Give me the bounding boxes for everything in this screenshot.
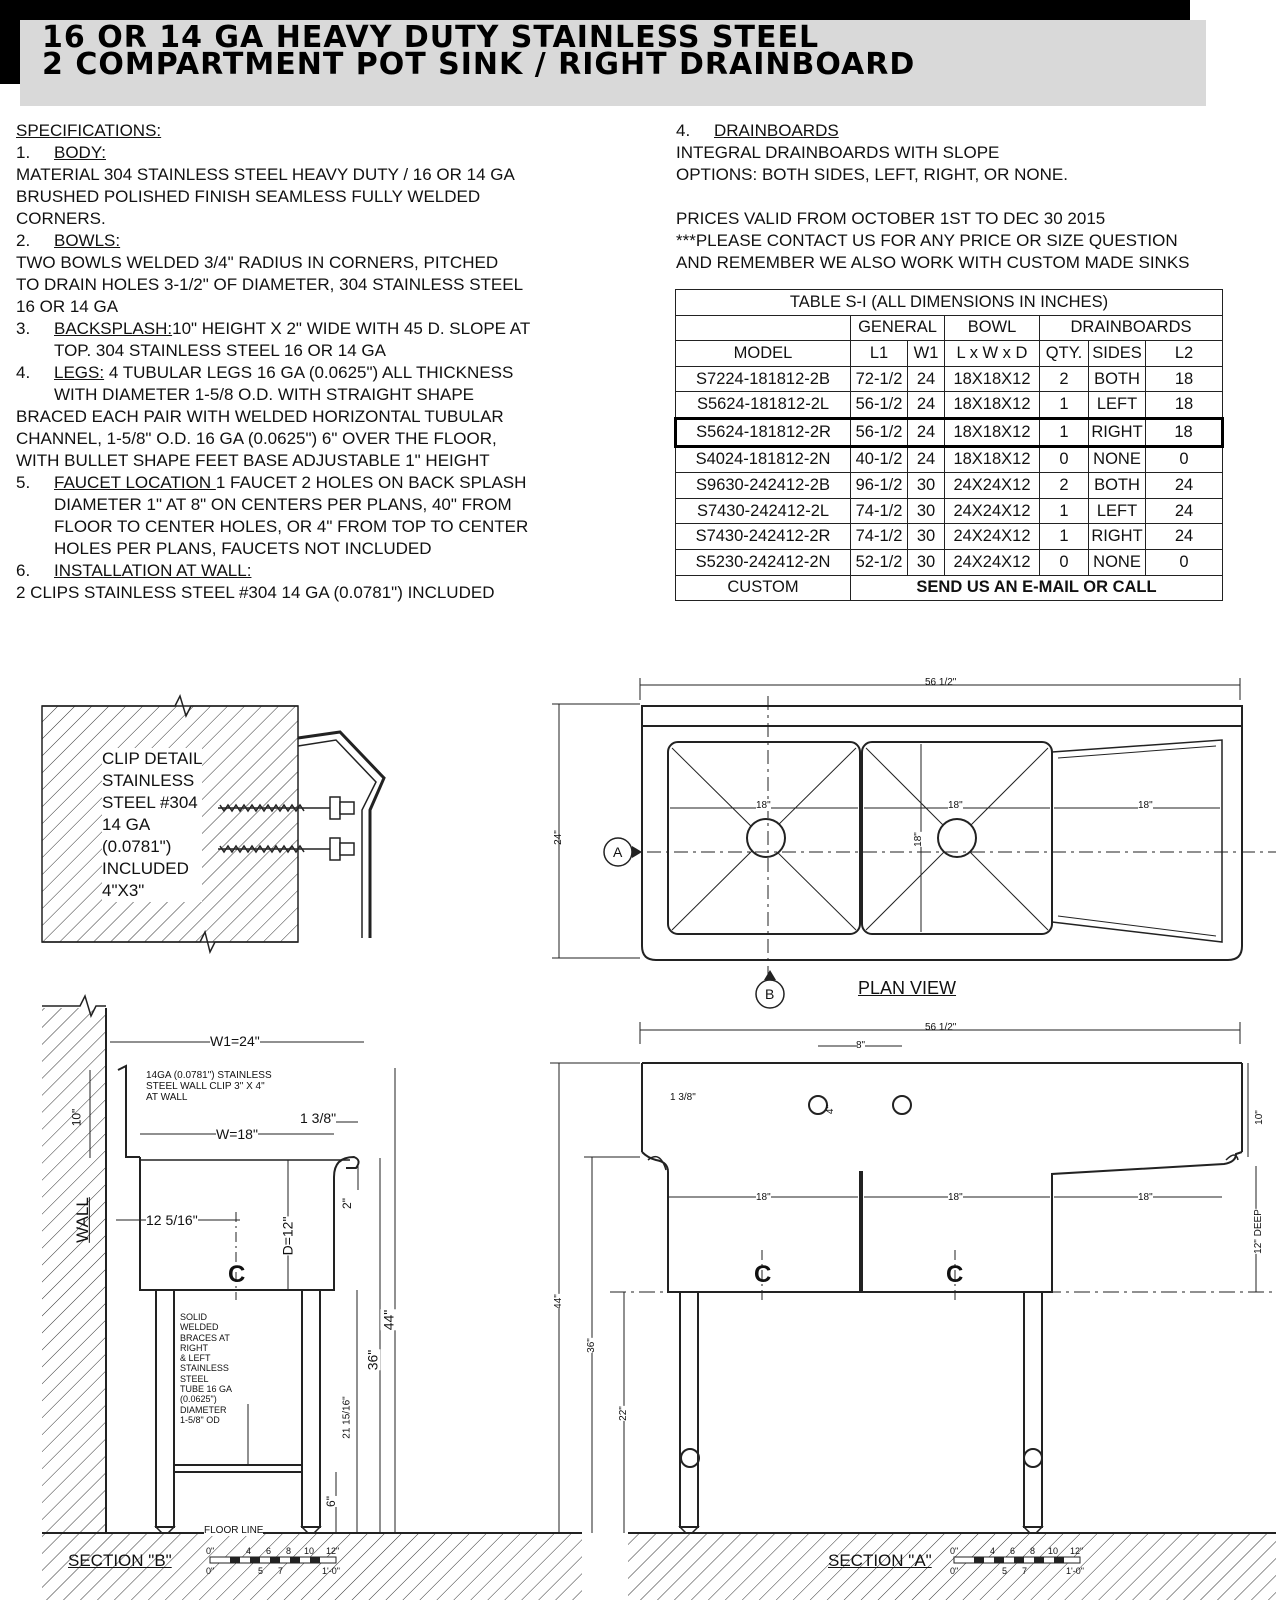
section-a-marker: A <box>613 844 623 860</box>
spec-legs-line: BRACED EACH PAIR WITH WELDED HORIZONTAL TUBULAR <box>16 407 504 426</box>
table-cell: 18X18X12 <box>945 366 1040 392</box>
spec-drainboards-line: INTEGRAL DRAINBOARDS WITH SLOPE <box>676 143 1000 162</box>
table-header: MODEL <box>676 341 851 367</box>
spec-heading: SPECIFICATIONS: <box>16 121 162 140</box>
table-cell: S7224-181812-2B <box>676 366 851 392</box>
scale-label: 4 <box>246 1546 252 1556</box>
section-a-centerline-symbol-1: C <box>754 1261 772 1288</box>
scale-label: 8 <box>286 1546 292 1556</box>
clip-note-line: AT WALL <box>146 1092 188 1103</box>
section-a-22-dimension: 22" <box>617 1406 629 1421</box>
section-a-44-dimension: 44" <box>552 1294 564 1309</box>
section-a-36-dimension: 36" <box>585 1338 597 1353</box>
clip-detail-line: 14 GA <box>102 815 151 834</box>
scale-label: 6 <box>266 1546 272 1556</box>
table-cell: 18 <box>1146 392 1223 419</box>
section-a-centerline-symbol-2: C <box>946 1261 964 1288</box>
table-cell: NONE <box>1089 549 1146 575</box>
table-header: W1 <box>908 341 945 367</box>
section-b-marker: B <box>765 986 775 1002</box>
faucet-spacing-dimension: 8" <box>856 1040 866 1051</box>
table-cell: S5624-181812-2L <box>676 392 851 419</box>
table-cell: 24 <box>908 446 945 473</box>
table-cell: 30 <box>908 473 945 499</box>
braces-note-line: (0.0625") <box>180 1394 217 1405</box>
table-cell: S7430-242412-2R <box>676 524 851 550</box>
table-cell: 30 <box>908 498 945 524</box>
spec-bowls-title: BOWLS: <box>54 231 121 250</box>
table-custom-label: CUSTOM <box>676 575 851 601</box>
table-cell: 0 <box>1146 549 1223 575</box>
spec-legs-line: WITH DIAMETER 1-5/8 O.D. WITH STRAIGHT SHAPE <box>54 385 475 404</box>
spec-drainboards-line: OPTIONS: BOTH SIDES, LEFT, RIGHT, OR NONE. <box>676 165 1068 184</box>
section-a-rim-dimension: 1 3/8" <box>670 1092 696 1103</box>
spec-backsplash-line: TOP. 304 STAINLESS STEEL 16 OR 14 GA <box>54 341 386 360</box>
section-b-36-dimension: 36" <box>364 1349 381 1371</box>
scale-label: 5 <box>1002 1566 1008 1576</box>
table-header: L x W x D <box>945 341 1040 367</box>
table-cell: 2 <box>1040 473 1089 499</box>
section-a-label: SECTION "A" <box>828 1551 932 1570</box>
scale-label: 5 <box>258 1566 264 1576</box>
clip-detail-drawing <box>42 696 384 952</box>
spec-drainboards-num: 4. <box>676 121 691 140</box>
scale-label: 0" <box>206 1566 215 1576</box>
spec-legs-line: WITH BULLET SHAPE FEET BASE ADJUSTABLE 1" HEIGHT <box>16 451 490 470</box>
table-cell: S5230-242412-2N <box>676 549 851 575</box>
section-b-bowl-width: W=18" <box>216 1126 258 1142</box>
plan-bowl1-dimension: 18" <box>756 800 771 811</box>
table-header: SIDES <box>1089 341 1146 367</box>
title-line-1: 16 OR 14 GA HEAVY DUTY STAINLESS STEEL <box>42 20 820 55</box>
table-cell: 18 <box>1146 418 1223 446</box>
spec-install-title: INSTALLATION AT WALL: <box>54 561 252 580</box>
section-b-label: SECTION "B" <box>68 1551 172 1570</box>
table-cell: 24 <box>1146 473 1223 499</box>
spec-install-line: 2 CLIPS STAINLESS STEEL #304 14 GA (0.0781") INCLUDED <box>16 583 495 602</box>
table-cell: RIGHT <box>1089 418 1146 446</box>
scale-label: 12" <box>326 1546 340 1556</box>
table-cell: 52-1/2 <box>851 549 908 575</box>
table-header: L2 <box>1146 341 1223 367</box>
scale-label: 7 <box>1022 1566 1028 1576</box>
scale-label: 7 <box>278 1566 284 1576</box>
braces-note-line: 1-5/8" OD <box>180 1414 220 1425</box>
table-cell: S5624-181812-2R <box>676 418 851 446</box>
spec-backsplash-title: BACKSPLASH: <box>54 319 173 338</box>
table-cell: 18X18X12 <box>945 392 1040 419</box>
table-cell: 74-1/2 <box>851 524 908 550</box>
section-a-drawing <box>550 1022 1276 1600</box>
section-b-44-dimension: 44" <box>380 1309 397 1331</box>
title-line-2: 2 COMPARTMENT POT SINK / RIGHT DRAINBOARD <box>42 47 916 82</box>
plan-depth-dimension: 24" <box>552 830 564 845</box>
spec-legs-line: CHANNEL, 1-5/8" O.D. 16 GA (0.0625") 6" OVER THE FLOOR, <box>16 429 497 448</box>
clip-detail-line: STEEL #304 <box>102 793 198 812</box>
spec-drainboards-title: DRAINBOARDS <box>714 121 839 140</box>
section-a-drain-dimension: 18" <box>1138 1192 1153 1203</box>
table-cell: 0 <box>1040 446 1089 473</box>
scale-label: 0" <box>950 1546 959 1556</box>
table-cell: 30 <box>908 524 945 550</box>
scale-label: 6 <box>1010 1546 1016 1556</box>
section-b-rim-dimension: 1 3/8" <box>300 1110 337 1126</box>
table-group-bowl: BOWL <box>945 315 1040 341</box>
braces-note-line: BRACES AT <box>180 1332 230 1343</box>
table-cell: 2 <box>1040 366 1089 392</box>
table-cell: 24 <box>1146 524 1223 550</box>
table-cell: 24X24X12 <box>945 498 1040 524</box>
braces-note-line: STAINLESS <box>180 1363 229 1374</box>
table-cell: 24X24X12 <box>945 524 1040 550</box>
clip-detail-line: CLIP DETAIL <box>102 749 203 768</box>
scale-label: 0" <box>950 1566 959 1576</box>
table-cell: 96-1/2 <box>851 473 908 499</box>
table-cell: LEFT <box>1089 498 1146 524</box>
scale-label: 10 <box>1048 1546 1059 1556</box>
section-b-clip-note <box>146 1070 272 1103</box>
scale-label: 4 <box>990 1546 996 1556</box>
braces-note-line: SOLID <box>180 1312 208 1322</box>
clip-detail-line: STAINLESS <box>102 771 195 790</box>
table-cell: LEFT <box>1089 392 1146 419</box>
braces-note-line: & LEFT <box>180 1353 211 1364</box>
table-cell: S9630-242412-2B <box>676 473 851 499</box>
scale-bar-section-b <box>210 1557 336 1563</box>
section-b-depth-dimension: D=12" <box>279 1216 296 1256</box>
table-cell: 24X24X12 <box>945 473 1040 499</box>
clip-note-line: 14GA (0.0781") STAINLESS <box>146 1070 272 1081</box>
spec-body-line: MATERIAL 304 STAINLESS STEEL HEAVY DUTY / 16 OR 14 GA <box>16 165 515 184</box>
scale-label: 0" <box>206 1546 215 1556</box>
table-header: L1 <box>851 341 908 367</box>
prices-line: ***PLEASE CONTACT US FOR ANY PRICE OR SIZE QUESTION <box>676 231 1178 250</box>
spec-faucet-text: 1 FAUCET 2 HOLES ON BACK SPLASH <box>215 473 527 492</box>
table-caption: TABLE S-I (ALL DIMENSIONS IN INCHES) <box>676 290 1223 316</box>
spec-body-line: CORNERS. <box>16 209 106 228</box>
table-cell: 72-1/2 <box>851 366 908 392</box>
section-a-backsplash-dimension: 10" <box>1253 1110 1265 1125</box>
spec-install-num: 6. <box>16 561 31 580</box>
braces-note <box>180 1312 232 1425</box>
table-cell: 18 <box>1146 366 1223 392</box>
table-cell: BOTH <box>1089 366 1146 392</box>
table-group-general: GENERAL <box>851 315 945 341</box>
section-b-rim-height: 2" <box>339 1198 354 1209</box>
table-group-drainboards: DRAINBOARDS <box>1040 315 1223 341</box>
braces-note-line: RIGHT <box>180 1342 208 1353</box>
table-cell: S7430-242412-2L <box>676 498 851 524</box>
table-cell: 56-1/2 <box>851 392 908 419</box>
table-cell: 24 <box>908 418 945 446</box>
table-cell: 30 <box>908 549 945 575</box>
spec-bowls-line: TWO BOWLS WELDED 3/4" RADIUS IN CORNERS, PITCHED <box>16 253 499 272</box>
plan-bowl2-dimension: 18" <box>948 800 963 811</box>
scale-label: 10 <box>304 1546 315 1556</box>
table-cell: 18X18X12 <box>945 418 1040 446</box>
section-b-6-dimension: 6" <box>323 1496 338 1507</box>
spec-backsplash-text: 10" HEIGHT X 2" WIDE WITH 45 D. SLOPE AT <box>172 319 531 338</box>
spec-legs-title: LEGS: <box>54 363 105 382</box>
table-cell: 74-1/2 <box>851 498 908 524</box>
spec-legs-text: 4 TUBULAR LEGS 16 GA (0.0625") ALL THICKNESS <box>104 363 514 382</box>
clip-detail-line: (0.0781") <box>102 837 172 856</box>
table-cell: BOTH <box>1089 473 1146 499</box>
spec-faucet-title: FAUCET LOCATION <box>54 473 216 492</box>
section-b-21-dimension: 21 15/16" <box>341 1396 353 1439</box>
table-cell: 1 <box>1040 524 1089 550</box>
table-cell: 0 <box>1040 549 1089 575</box>
spec-faucet-line: DIAMETER 1" AT 8" ON CENTERS PER PLANS, 40" FROM <box>54 495 512 514</box>
spec-bowls-line: 16 OR 14 GA <box>16 297 119 316</box>
spec-faucet-num: 5. <box>16 473 31 492</box>
wall-label: WALL <box>72 1197 92 1243</box>
section-a-bowl2-dimension: 18" <box>948 1192 963 1203</box>
table-header: QTY. <box>1040 341 1089 367</box>
prices-line: PRICES VALID FROM OCTOBER 1ST TO DEC 30 2015 <box>676 209 1106 228</box>
table-cell: 18X18X12 <box>945 446 1040 473</box>
plan-overall-dimension: 56 1/2" <box>925 677 957 688</box>
table-cell: 1 <box>1040 498 1089 524</box>
table-cell: 40-1/2 <box>851 446 908 473</box>
scale-bar-section-a <box>954 1557 1080 1563</box>
table-cell: 1 <box>1040 392 1089 419</box>
table-cell: 24 <box>908 392 945 419</box>
prices-line: AND REMEMBER WE ALSO WORK WITH CUSTOM MADE SINKS <box>676 253 1190 272</box>
spec-body-num: 1. <box>16 143 31 162</box>
clip-note-line: STEEL WALL CLIP 3" X 4" <box>146 1081 265 1092</box>
section-a-overall-dimension: 56 1/2" <box>925 1022 957 1033</box>
braces-note-line: DIAMETER <box>180 1404 227 1415</box>
section-b-centerline-symbol: C <box>228 1261 246 1288</box>
table-cell: RIGHT <box>1089 524 1146 550</box>
plan-drain-dimension: 18" <box>1138 800 1153 811</box>
plan-view-label: PLAN VIEW <box>858 978 957 998</box>
faucet-height-dimension: 4" <box>825 1104 837 1115</box>
braces-note-line: TUBE 16 GA <box>180 1384 233 1395</box>
braces-note-line: STEEL <box>180 1373 209 1384</box>
section-a-deep-dimension: 12" DEEP <box>1252 1209 1264 1254</box>
clip-detail-label <box>102 748 202 902</box>
table-cell: 24 <box>908 366 945 392</box>
table-cell: 24 <box>1146 498 1223 524</box>
spec-body-line: BRUSHED POLISHED FINISH SEAMLESS FULLY WELDED <box>16 187 481 206</box>
spec-bowls-num: 2. <box>16 231 31 250</box>
scale-label: 1'-0" <box>322 1566 340 1576</box>
table-cell: 24X24X12 <box>945 549 1040 575</box>
section-b-backsplash-height: 10" <box>69 1108 84 1127</box>
plan-bowl-depth-dimension: 18" <box>912 832 924 847</box>
spec-backsplash-num: 3. <box>16 319 31 338</box>
scale-label: 8 <box>1030 1546 1036 1556</box>
table-cell: NONE <box>1089 446 1146 473</box>
floor-line-label: FLOOR LINE <box>204 1525 264 1536</box>
scale-label: 12" <box>1070 1546 1084 1556</box>
table-cell: 0 <box>1146 446 1223 473</box>
clip-detail-line: INCLUDED <box>102 859 189 878</box>
table-cell: 1 <box>1040 418 1089 446</box>
section-b-offset-dimension: 12 5/16" <box>146 1212 198 1228</box>
table-cell: 56-1/2 <box>851 418 908 446</box>
braces-note-line: WELDED <box>180 1322 219 1333</box>
spec-faucet-line: HOLES PER PLANS, FAUCETS NOT INCLUDED <box>54 539 432 558</box>
spec-faucet-line: FLOOR TO CENTER HOLES, OR 4" FROM TOP TO CENTER <box>54 517 529 536</box>
table-cell: S4024-181812-2N <box>676 446 851 473</box>
spec-legs-num: 4. <box>16 363 31 382</box>
spec-bowls-line: TO DRAIN HOLES 3-1/2" OF DIAMETER, 304 STAINLESS STEEL <box>16 275 524 294</box>
section-a-bowl1-dimension: 18" <box>756 1192 771 1203</box>
scale-label: 1'-0" <box>1066 1566 1084 1576</box>
clip-detail-line: 4"X3" <box>102 881 145 900</box>
table-custom-text: SEND US AN E-MAIL OR CALL <box>851 575 1223 601</box>
section-b-w1: W1=24" <box>210 1033 260 1049</box>
spec-body-title: BODY: <box>54 143 106 162</box>
section-b-drawing <box>42 996 582 1600</box>
